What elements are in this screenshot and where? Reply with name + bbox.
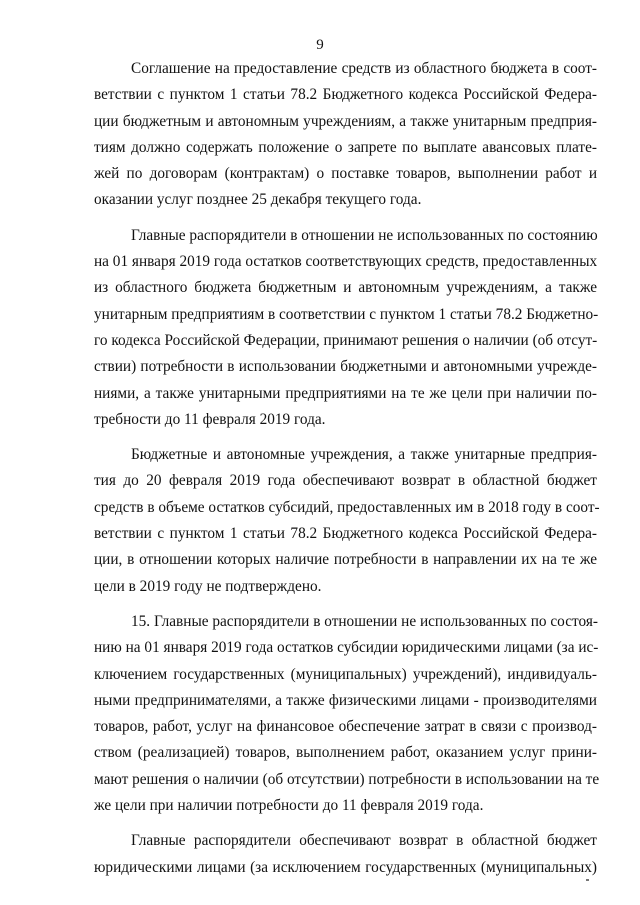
text-line: Бюджетные и автономные учреждения, а также унитарные предприя- xyxy=(131,446,597,464)
text-line: Соглашение на предоставление средств из областного бюджета в соот- xyxy=(131,60,597,77)
text-line: же цели при наличии потребности до 11 февраля 2019 года. xyxy=(94,797,484,815)
paragraph-2 xyxy=(94,223,597,433)
paragraph-5 xyxy=(94,828,597,881)
text-line: ции бюджетным и автономным учреждениям, а также унитарным предприя- xyxy=(94,112,597,130)
text-line: Главные распорядители в отношении не использованных по состоянию xyxy=(131,226,598,244)
text-line: ством (реализацией) товаров, выполнением работ, оказанием услуг прини- xyxy=(94,744,597,762)
text-line: тия до 20 февраля 2019 года обеспечивают возврат в областной бюджет xyxy=(94,472,597,490)
text-line: ниями, а также унитарными предприятиями на те же цели при наличии по- xyxy=(94,384,597,402)
text-line: ветствии с пунктом 1 статьи 78.2 Бюджетного кодекса Российской Федера- xyxy=(94,86,597,104)
text-line: Главные распорядители обеспечивают возврат в областной бюджет xyxy=(131,832,597,850)
text-line: товаров, работ, услуг на финансовое обеспечение затрат в связи с производ- xyxy=(94,718,597,736)
page-number: 9 xyxy=(316,37,324,53)
text-line: 15. Главные распорядители в отношении не использованных по состоя- xyxy=(131,612,598,630)
text-line: нию на 01 января 2019 года остатков субсидии юридическими лицами (за ис- xyxy=(94,639,599,657)
text-line: средств в объеме остатков субсидий, предоставленных им в 2018 году в соот- xyxy=(94,498,600,516)
text-line: ными предпринимателями, а также физическими лицами - производителями xyxy=(94,691,597,709)
text-line: ствии) потребности в использовании бюджетными и автономными учрежде- xyxy=(94,358,597,376)
paragraph-3 xyxy=(94,442,600,600)
text-line: го кодекса Российской Федерации, принимают решения о наличии (об отсут- xyxy=(94,331,598,349)
paragraph-4 xyxy=(94,609,600,819)
text-line: унитарным предприятиям в соответствии с пунктом 1 статьи 78.2 Бюджетно- xyxy=(94,305,599,323)
text-line: тиям должно содержать положение о запрете по выплате авансовых плате- xyxy=(94,138,597,156)
text-line: ции, в отношении которых наличие потребности в направлении их на те же xyxy=(94,551,597,569)
document-body xyxy=(94,56,600,890)
text-line: ключением государственных (муниципальных) учреждений), индивидуаль- xyxy=(94,665,597,683)
paragraph-1 xyxy=(94,56,597,214)
text-line: жей по договорам (контрактам) о поставке товаров, выполнении работ и xyxy=(94,165,597,183)
scan-speck xyxy=(586,879,589,881)
text-line: мают решения о наличии (об отсутствии) потребности в использовании на те xyxy=(94,770,600,788)
text-line: требности до 11 февраля 2019 года. xyxy=(94,410,326,428)
text-line: на 01 января 2019 года остатков соответствующих средств, предоставленных xyxy=(94,253,598,271)
text-line: из областного бюджета бюджетным и автономным учреждениям, а также xyxy=(94,279,597,297)
text-line: ветствии с пунктом 1 статьи 78.2 Бюджетного кодекса Российской Федера- xyxy=(94,525,597,543)
text-line: юридическими лицами (за исключением государственных (муниципальных) xyxy=(94,858,597,876)
text-line: цели в 2019 году не подтверждено. xyxy=(94,577,322,595)
text-line: оказании услуг позднее 25 декабря текущего года. xyxy=(94,191,422,209)
